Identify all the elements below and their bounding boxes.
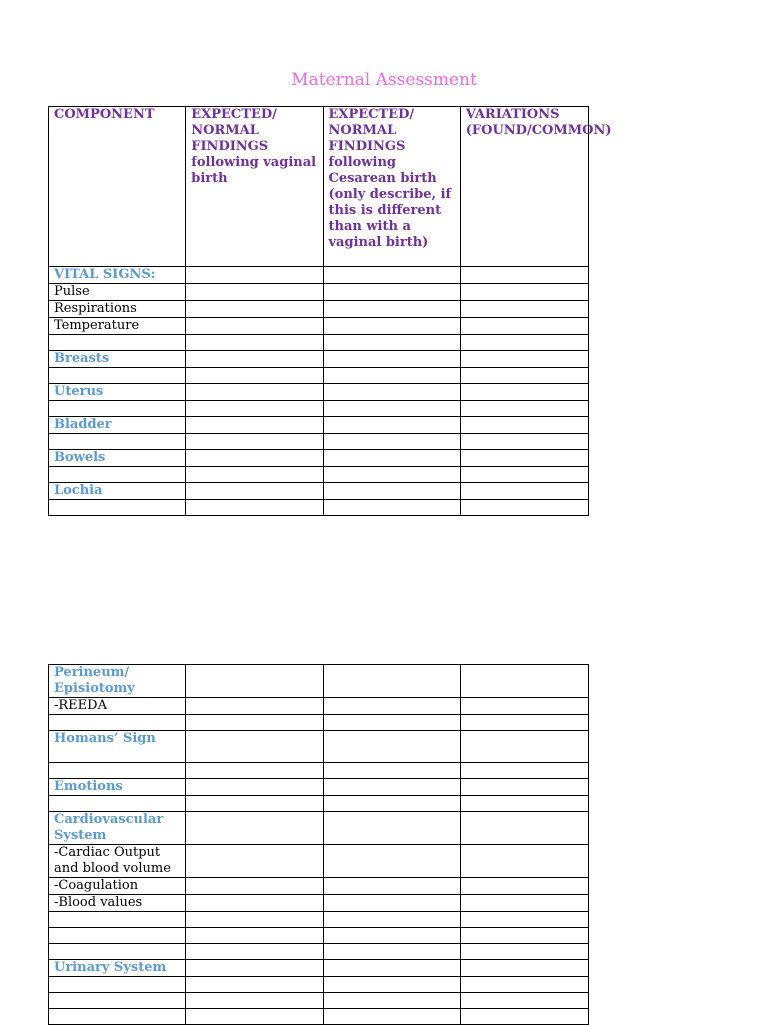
- variations-cell[interactable]: [460, 731, 588, 763]
- cesarean-birth-cell[interactable]: [323, 301, 460, 318]
- row-label-coagulation: -Coagulation: [49, 878, 186, 895]
- variations-cell[interactable]: [460, 993, 588, 1009]
- vaginal-birth-cell[interactable]: [186, 434, 323, 450]
- row-label-homans-sign: Homans’ Sign: [49, 731, 186, 763]
- cesarean-birth-cell[interactable]: [323, 335, 460, 351]
- page-title: Maternal Assessment: [291, 70, 477, 90]
- vaginal-birth-cell[interactable]: [186, 665, 323, 698]
- table-row: [49, 267, 589, 284]
- vaginal-birth-cell[interactable]: [186, 895, 323, 912]
- row-label-empty: [49, 944, 186, 960]
- cesarean-birth-cell[interactable]: [323, 450, 460, 467]
- table-row: [49, 467, 589, 483]
- cesarean-birth-cell[interactable]: [323, 698, 460, 715]
- vaginal-birth-cell[interactable]: [186, 698, 323, 715]
- vaginal-birth-cell[interactable]: [186, 928, 323, 944]
- cesarean-birth-cell[interactable]: [323, 467, 460, 483]
- variations-cell[interactable]: [460, 267, 588, 284]
- variations-cell[interactable]: [460, 928, 588, 944]
- variations-cell[interactable]: [460, 401, 588, 417]
- variations-cell[interactable]: [460, 665, 588, 698]
- variations-cell[interactable]: [460, 335, 588, 351]
- row-label-empty: [49, 335, 186, 351]
- variations-cell[interactable]: [460, 284, 588, 301]
- variations-cell[interactable]: [460, 698, 588, 715]
- vaginal-birth-cell[interactable]: [186, 1009, 323, 1025]
- variations-cell[interactable]: [460, 351, 588, 368]
- variations-cell[interactable]: [460, 895, 588, 912]
- row-label-lochia: Lochia: [49, 483, 186, 500]
- row-label-uterus: Uterus: [49, 384, 186, 401]
- vaginal-birth-cell[interactable]: [186, 763, 323, 779]
- variations-cell[interactable]: [460, 1009, 588, 1025]
- vaginal-birth-cell[interactable]: [186, 796, 323, 812]
- table-row: [49, 368, 589, 384]
- cesarean-birth-cell[interactable]: [323, 796, 460, 812]
- row-label-breasts: Breasts: [49, 351, 186, 368]
- variations-cell[interactable]: [460, 779, 588, 796]
- cesarean-birth-cell[interactable]: [323, 895, 460, 912]
- vaginal-birth-cell[interactable]: [186, 384, 323, 401]
- variations-cell[interactable]: [460, 318, 588, 335]
- vaginal-birth-cell[interactable]: [186, 845, 323, 878]
- variations-cell[interactable]: [460, 977, 588, 993]
- row-label-empty: [49, 467, 186, 483]
- variations-cell[interactable]: [460, 384, 588, 401]
- row-label-empty: [49, 912, 186, 928]
- variations-cell[interactable]: [460, 845, 588, 878]
- cesarean-birth-cell[interactable]: [323, 977, 460, 993]
- variations-cell[interactable]: [460, 796, 588, 812]
- table-row: [49, 301, 589, 318]
- vaginal-birth-cell[interactable]: [186, 779, 323, 796]
- vaginal-birth-cell[interactable]: [186, 944, 323, 960]
- assessment-table-1: [48, 106, 612, 516]
- cesarean-birth-cell[interactable]: [323, 351, 460, 368]
- table-row: [49, 434, 589, 450]
- cesarean-birth-cell[interactable]: [323, 812, 460, 845]
- cesarean-birth-cell[interactable]: [323, 763, 460, 779]
- table-row: [49, 960, 589, 977]
- vaginal-birth-cell[interactable]: [186, 368, 323, 384]
- row-label-bowels: Bowels: [49, 450, 186, 467]
- table-row: [49, 351, 589, 368]
- header-cesarean-birth: EXPECTED/ NORMAL FINDINGS following Cesarean birth (only describe, if this is different than with a vaginal birth): [323, 107, 460, 267]
- cesarean-birth-cell[interactable]: [323, 779, 460, 796]
- table-row: [49, 665, 589, 698]
- cesarean-birth-cell[interactable]: [323, 384, 460, 401]
- row-label-reeda: -REEDA: [49, 698, 186, 715]
- vaginal-birth-cell[interactable]: [186, 483, 323, 500]
- row-label-empty: [49, 500, 186, 516]
- table-row: [49, 698, 589, 715]
- cesarean-birth-cell[interactable]: [323, 1009, 460, 1025]
- cesarean-birth-cell[interactable]: [323, 318, 460, 335]
- cesarean-birth-cell[interactable]: [323, 267, 460, 284]
- cesarean-birth-cell[interactable]: [323, 417, 460, 434]
- row-label-empty: [49, 928, 186, 944]
- row-label-empty: [49, 796, 186, 812]
- header-row: [49, 107, 589, 267]
- variations-cell[interactable]: [460, 878, 588, 895]
- cesarean-birth-cell[interactable]: [323, 993, 460, 1009]
- cesarean-birth-cell[interactable]: [323, 434, 460, 450]
- variations-cell[interactable]: [460, 301, 588, 318]
- variations-cell[interactable]: [460, 483, 588, 500]
- vaginal-birth-cell[interactable]: [186, 731, 323, 763]
- cesarean-birth-cell[interactable]: [323, 715, 460, 731]
- row-label-empty: [49, 368, 186, 384]
- table-row: [49, 417, 589, 434]
- cesarean-birth-cell[interactable]: [323, 284, 460, 301]
- table-row: [49, 895, 589, 912]
- vaginal-birth-cell[interactable]: [186, 912, 323, 928]
- variations-cell[interactable]: [460, 912, 588, 928]
- table-row: [49, 715, 589, 731]
- vaginal-birth-cell[interactable]: [186, 715, 323, 731]
- table-row: [49, 993, 589, 1009]
- table-row: [49, 318, 589, 335]
- table-row: [49, 483, 589, 500]
- cesarean-birth-cell[interactable]: [323, 845, 460, 878]
- vaginal-birth-cell[interactable]: [186, 301, 323, 318]
- vaginal-birth-cell[interactable]: [186, 977, 323, 993]
- table-row: [49, 384, 589, 401]
- table-row: [49, 731, 589, 763]
- row-label-vital-signs: VITAL SIGNS:: [49, 267, 186, 284]
- cesarean-birth-cell[interactable]: [323, 368, 460, 384]
- table-row: [49, 944, 589, 960]
- table-row: [49, 284, 589, 301]
- vaginal-birth-cell[interactable]: [186, 284, 323, 301]
- table-row: [49, 1009, 589, 1025]
- header-variations: VARIATIONS (FOUND/COMMON): [460, 107, 588, 267]
- header-component: COMPONENT: [49, 107, 186, 267]
- table-row: [49, 812, 589, 845]
- row-label-respirations: Respirations: [49, 301, 186, 318]
- vaginal-birth-cell[interactable]: [186, 500, 323, 516]
- table-row: [49, 878, 589, 895]
- variations-cell[interactable]: [460, 368, 588, 384]
- table-row: [49, 928, 589, 944]
- row-label-perineum-episiotomy: Perineum/ Episiotomy: [49, 665, 186, 698]
- variations-cell[interactable]: [460, 715, 588, 731]
- table-row: [49, 977, 589, 993]
- row-label-empty: [49, 993, 186, 1009]
- vaginal-birth-cell[interactable]: [186, 467, 323, 483]
- vaginal-birth-cell[interactable]: [186, 993, 323, 1009]
- cesarean-birth-cell[interactable]: [323, 944, 460, 960]
- vaginal-birth-cell[interactable]: [186, 812, 323, 845]
- table-row: [49, 335, 589, 351]
- vaginal-birth-cell[interactable]: [186, 960, 323, 977]
- vaginal-birth-cell[interactable]: [186, 335, 323, 351]
- table-row: [49, 912, 589, 928]
- row-label-empty: [49, 977, 186, 993]
- row-label-emotions: Emotions: [49, 779, 186, 796]
- cesarean-birth-cell[interactable]: [323, 878, 460, 895]
- row-label-blood-values: -Blood values: [49, 895, 186, 912]
- variations-cell[interactable]: [460, 944, 588, 960]
- header-vaginal-birth: EXPECTED/ NORMAL FINDINGS following vaginal birth: [186, 107, 323, 267]
- variations-cell[interactable]: [460, 417, 588, 434]
- cesarean-birth-cell[interactable]: [323, 483, 460, 500]
- table-row: [49, 401, 589, 417]
- row-label-empty: [49, 1009, 186, 1025]
- table-row: [49, 796, 589, 812]
- variations-cell[interactable]: [460, 500, 588, 516]
- row-label-empty: [49, 715, 186, 731]
- cesarean-birth-cell[interactable]: [323, 928, 460, 944]
- cesarean-birth-cell[interactable]: [323, 665, 460, 698]
- row-label-temperature: Temperature: [49, 318, 186, 335]
- row-label-pulse: Pulse: [49, 284, 186, 301]
- cesarean-birth-cell[interactable]: [323, 912, 460, 928]
- vaginal-birth-cell[interactable]: [186, 401, 323, 417]
- vaginal-birth-cell[interactable]: [186, 351, 323, 368]
- cesarean-birth-cell[interactable]: [323, 960, 460, 977]
- row-label-empty: [49, 434, 186, 450]
- variations-cell[interactable]: [460, 763, 588, 779]
- assessment-table-2: [48, 664, 589, 1025]
- variations-cell[interactable]: [460, 434, 588, 450]
- table-row: [49, 500, 589, 516]
- vaginal-birth-cell[interactable]: [186, 267, 323, 284]
- table-row: [49, 779, 589, 796]
- variations-cell[interactable]: [460, 467, 588, 483]
- row-label-empty: [49, 763, 186, 779]
- row-label-urinary-system: Urinary System: [49, 960, 186, 977]
- vaginal-birth-cell[interactable]: [186, 450, 323, 467]
- vaginal-birth-cell[interactable]: [186, 417, 323, 434]
- vaginal-birth-cell[interactable]: [186, 878, 323, 895]
- table-row: [49, 450, 589, 467]
- cesarean-birth-cell[interactable]: [323, 401, 460, 417]
- variations-cell[interactable]: [460, 450, 588, 467]
- table-row: [49, 763, 589, 779]
- cesarean-birth-cell[interactable]: [323, 731, 460, 763]
- row-label-cardiovascular-system: Cardiovascular System: [49, 812, 186, 845]
- variations-cell[interactable]: [460, 960, 588, 977]
- row-label-cardiac-output-and-blood-volume: -Cardiac Output and blood volume: [49, 845, 186, 878]
- cesarean-birth-cell[interactable]: [323, 500, 460, 516]
- row-label-empty: [49, 401, 186, 417]
- table-row: [49, 845, 589, 878]
- row-label-bladder: Bladder: [49, 417, 186, 434]
- vaginal-birth-cell[interactable]: [186, 318, 323, 335]
- variations-cell[interactable]: [460, 812, 588, 845]
